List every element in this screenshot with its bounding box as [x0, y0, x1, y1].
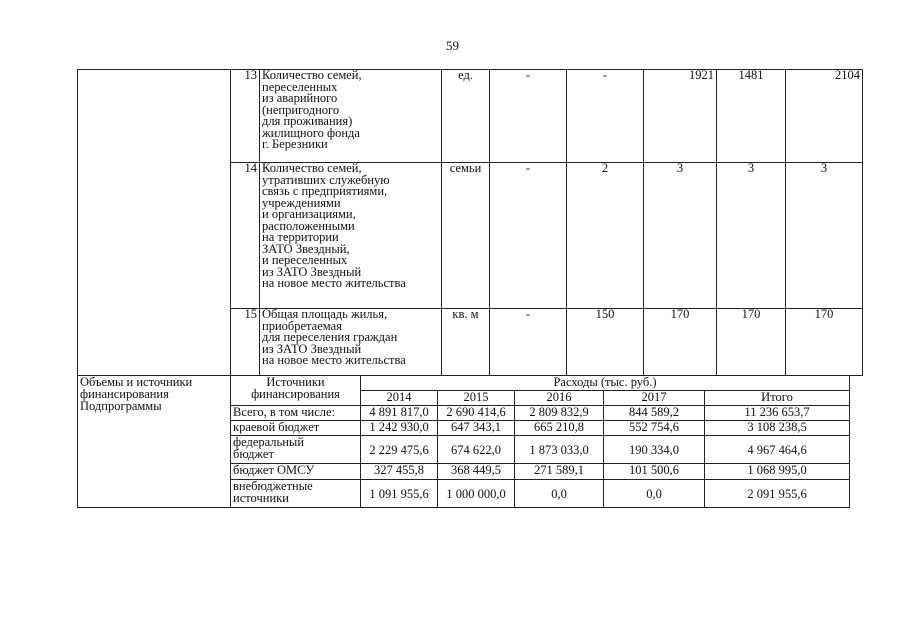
indicator-value: 1921	[644, 70, 717, 163]
source-name: Всего, в том числе:	[231, 406, 361, 421]
expenses-header: Расходы (тыс. руб.)	[361, 376, 850, 391]
financing-value: 1 091 955,6	[361, 480, 438, 508]
financing-total: 3 108 238,5	[705, 421, 850, 436]
indicator-value: 2104	[786, 70, 863, 163]
description-line: Количество семей,	[262, 69, 362, 82]
indicator-value: 1481	[717, 70, 786, 163]
description-line: жилищного фонда	[262, 125, 360, 140]
description-line: для проживания)	[262, 114, 353, 128]
description-line: из ЗАТО Звездный	[262, 341, 362, 356]
financing-header-row	[78, 376, 850, 391]
description-line: учреждениями	[262, 195, 341, 210]
indicator-value: 3	[786, 163, 863, 309]
description-line: расположенными	[262, 218, 355, 233]
financing-value: 190 334,0	[604, 436, 705, 464]
year-header: 2014	[361, 391, 438, 406]
financing-value: 552 754,6	[604, 421, 705, 436]
description-line: (непригодного	[262, 102, 340, 117]
financing-section-label	[78, 376, 231, 508]
description-line: на территории	[262, 230, 339, 244]
source-name	[231, 436, 361, 464]
indicator-value: -	[490, 309, 567, 376]
financing-value: 844 589,2	[604, 406, 705, 421]
financing-value: 647 343,1	[438, 421, 515, 436]
financing-total: 1 068 995,0	[705, 464, 850, 480]
financing-total: 2 091 955,6	[705, 480, 850, 508]
financing-table	[77, 375, 850, 508]
financing-value: 327 455,8	[361, 464, 438, 480]
year-header: 2017	[604, 391, 705, 406]
indicator-number: 14	[231, 163, 260, 309]
section-label-line: Подпрограммы	[80, 399, 162, 413]
indicator-description	[260, 70, 442, 163]
indicator-unit: ед.	[442, 70, 490, 163]
page-number: 59	[446, 38, 459, 53]
description-line: утративших служебную	[262, 172, 390, 187]
financing-value: 0,0	[604, 480, 705, 508]
year-header: 2015	[438, 391, 515, 406]
indicator-description	[260, 309, 442, 376]
indicators-table	[77, 69, 863, 376]
source-name-line: федеральный	[233, 435, 305, 449]
financing-value: 101 500,6	[604, 464, 705, 480]
financing-value: 4 891 817,0	[361, 406, 438, 421]
indicator-value: 2	[567, 163, 644, 309]
total-header: Итого	[705, 391, 850, 406]
description-line: г. Березники	[262, 137, 328, 151]
source-name: бюджет ОМСУ	[231, 464, 361, 480]
indicator-number: 15	[231, 309, 260, 376]
financing-value: 2 809 832,9	[515, 406, 604, 421]
section-label-line: Объемы и источники	[80, 375, 193, 389]
description-line: переселенных	[262, 79, 338, 94]
source-name: краевой бюджет	[231, 421, 361, 436]
source-header-line: Источники	[266, 375, 325, 389]
description-line: для переселения граждан	[262, 330, 398, 344]
financing-value: 665 210,8	[515, 421, 604, 436]
indicator-value: 170	[786, 309, 863, 376]
source-header	[231, 376, 361, 406]
description-line: и переселенных	[262, 253, 348, 267]
financing-value: 0,0	[515, 480, 604, 508]
description-line: из ЗАТО Звездный	[262, 264, 362, 279]
financing-value: 368 449,5	[438, 464, 515, 480]
source-name-line: источники	[233, 491, 289, 505]
financing-value: 2 690 414,6	[438, 406, 515, 421]
indicator-value: -	[490, 70, 567, 163]
financing-total: 11 236 653,7	[705, 406, 850, 421]
financing-value: 1 242 930,0	[361, 421, 438, 436]
indicator-value: -	[490, 163, 567, 309]
source-name-line: внебюджетные	[233, 479, 313, 493]
financing-value: 1 000 000,0	[438, 480, 515, 508]
indicator-number: 13	[231, 70, 260, 163]
indicator-value: 170	[717, 309, 786, 376]
description-line: на новое место жительства	[262, 353, 406, 367]
indicator-unit: семьи	[442, 163, 490, 309]
financing-value: 1 873 033,0	[515, 436, 604, 464]
source-name-line: бюджет	[233, 447, 274, 461]
source-name	[231, 480, 361, 508]
indicator-unit: кв. м	[442, 309, 490, 376]
description-line: связь с предприятиями,	[262, 184, 388, 198]
indicator-value: 3	[644, 163, 717, 309]
indicator-value: -	[567, 70, 644, 163]
description-line: ЗАТО Звездный,	[262, 241, 350, 256]
source-header-line: финансирования	[251, 387, 340, 401]
indicator-value: 3	[717, 163, 786, 309]
indicator-value: 150	[567, 309, 644, 376]
description-line: и организациями,	[262, 207, 356, 221]
description-line: приобретаемая	[262, 318, 342, 333]
section-label-line: финансирования	[80, 387, 169, 401]
indicator-value: 170	[644, 309, 717, 376]
financing-value: 2 229 475,6	[361, 436, 438, 464]
indicator-row	[78, 70, 863, 163]
indicator-description	[260, 163, 442, 309]
description-line: Количество семей,	[262, 162, 362, 175]
empty-label-cell	[78, 70, 231, 376]
description-line: из аварийного	[262, 91, 338, 105]
description-line: Общая площадь жилья,	[262, 308, 388, 321]
financing-value: 674 622,0	[438, 436, 515, 464]
description-line: на новое место жительства	[262, 276, 406, 290]
year-header: 2016	[515, 391, 604, 406]
financing-value: 271 589,1	[515, 464, 604, 480]
financing-total: 4 967 464,6	[705, 436, 850, 464]
